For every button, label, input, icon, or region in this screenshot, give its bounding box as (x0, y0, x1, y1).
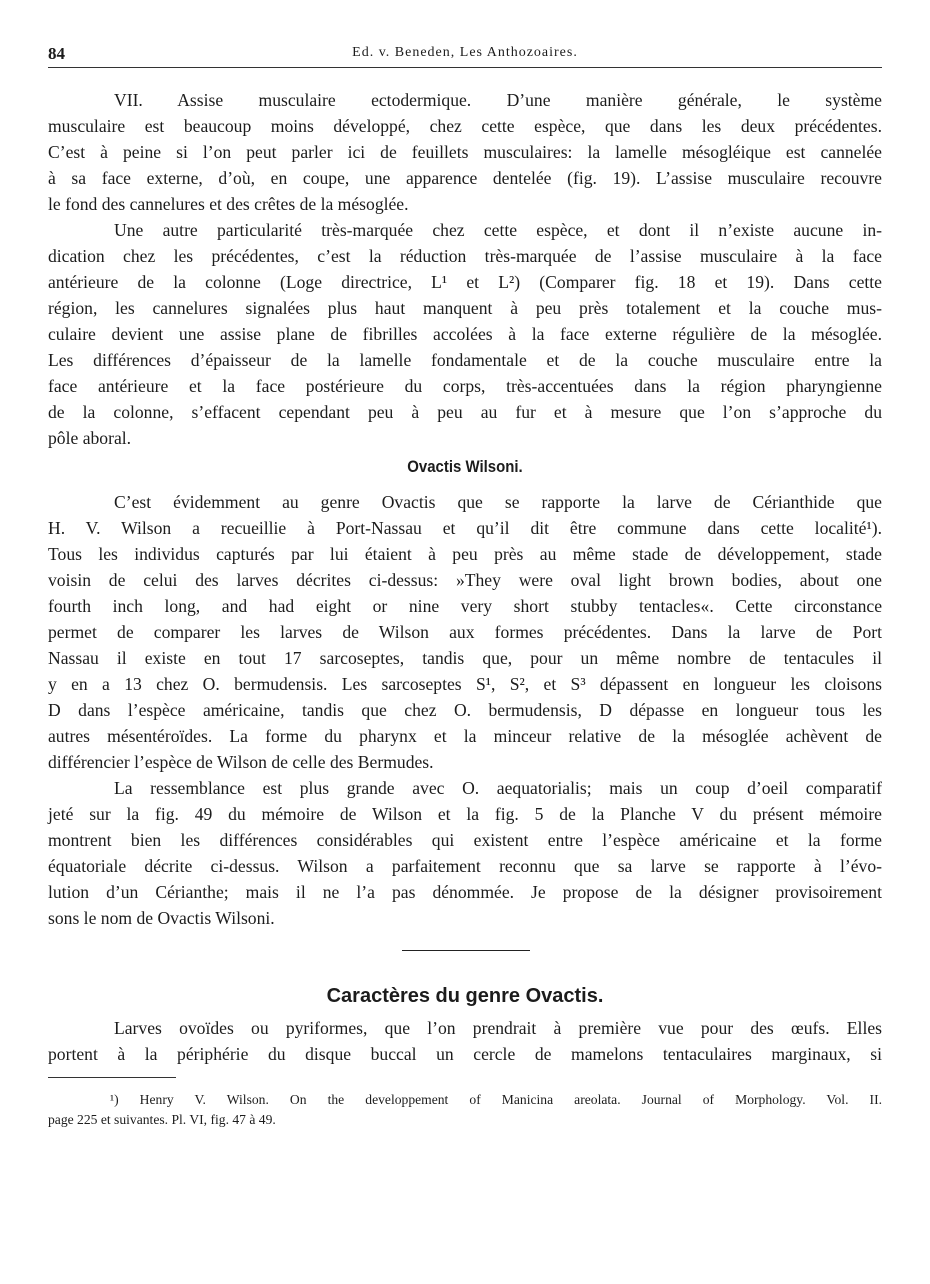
paragraph-assise-musculaire (48, 87, 882, 217)
text-line: sons le nom de Ovactis Wilsoni. (48, 908, 275, 928)
page-header (48, 44, 882, 68)
text-line: autres mésentéroïdes. La forme du pharynx et la minceur relative de la mésoglée achèvent de (48, 726, 882, 746)
running-title: Ed. v. Beneden, Les Anthozoaires. (352, 45, 578, 60)
text-line: Nassau il existe en tout 17 sarcoseptes, tandis que, pour un même nombre de tentacules il (48, 648, 882, 668)
text-line: à sa face externe, d’où, en coupe, une apparence dentelée (fig. 19). L’assise musculaire recouvre (48, 168, 882, 188)
paragraph-autre-particularite (48, 217, 882, 451)
text-line: permet de comparer les larves de Wilson aux formes précédentes. Dans la larve de Port (48, 622, 882, 642)
footnote-line: page 225 et suivantes. Pl. VI, fig. 47 à 49. (48, 1112, 276, 1127)
text-line: portent à la périphérie du disque buccal un cercle de mamelons tentaculaires marginaux, si (48, 1044, 882, 1064)
text-line: région, les cannelures signalées plus haut manquent à peu près totalement et la couche mus- (48, 298, 882, 318)
text-line: fourth inch long, and had eight or nine very short stubby tentacles«. Cette circonstance (48, 596, 882, 616)
text-line: C’est à peine si l’on peut parler ici de feuillets musculaires: la lamelle mésogléique est cannelée (48, 142, 882, 162)
paragraph-ressemblance (48, 775, 882, 931)
text-line: pôle aboral. (48, 428, 132, 448)
text-line: le fond des cannelures et des crêtes de la mésoglée. (48, 194, 409, 214)
text-line: de la colonne, s’effacent cependant peu à peu au fur et à mesure que l’on s’approche du (48, 402, 882, 422)
text-line: D dans l’espèce américaine, tandis que chez O. bermudensis, D dépasse en longueur tous les (48, 700, 882, 720)
section-heading-ovactis-wilsoni: Ovactis Wilsoni. (407, 457, 523, 476)
text-line: antérieure de la colonne (Loge directrice, L¹ et L²) (Comparer fig. 18 et 19). Dans cette (48, 272, 882, 292)
section-divider (402, 950, 530, 951)
text-line: Les différences d’épaisseur de la lamelle fondamentale et de la couche musculaire entre la (48, 350, 882, 370)
text-line: face antérieure et la face postérieure du corps, très-accentuées dans la région pharyngienne (48, 376, 882, 396)
text-line: équatoriale décrite ci-dessus. Wilson a parfaitement reconnu que sa larve se rapporte à l’évo- (48, 856, 882, 876)
text-line: Une autre particularité très-marquée chez cette espèce, et dont il n’existe aucune in- (114, 220, 882, 240)
text-line: voisin de celui des larves décrites ci-dessus: »They were oval light brown bodies, about one (48, 570, 882, 590)
text-line: différencier l’espèce de Wilson de celle des Bermudes. (48, 752, 434, 772)
text-line: jeté sur la fig. 49 du mémoire de Wilson et la fig. 5 de la Planche V du présent mémoire (48, 804, 882, 824)
footnote-rule (48, 1077, 176, 1078)
text-line: VII. Assise musculaire ectodermique. D’une manière générale, le système (114, 90, 882, 110)
paragraph-caracteres (48, 1015, 882, 1067)
text-line: Larves ovoïdes ou pyriformes, que l’on prendrait à première vue pour des œufs. Elles (114, 1018, 882, 1038)
text-line: musculaire est beaucoup moins développé, chez cette espèce, que dans les deux précédentes. (48, 116, 882, 136)
text-line: y en a 13 chez O. bermudensis. Les sarcoseptes S¹, S², et S³ dépassent en longueur les cloisons (48, 674, 882, 694)
footnote-line: ¹) Henry V. Wilson. On the developpement of Manicina areolata. Journal of Morphology. Vol. II. (110, 1092, 882, 1107)
section-heading-caracteres-ovactis: Caractères du genre Ovactis. (326, 985, 604, 1007)
page-number: 84 (48, 44, 65, 63)
text-line: La ressemblance est plus grande avec O. aequatorialis; mais un coup d’oeil comparatif (114, 778, 882, 798)
text-line: montrent bien les différences considérables qui existent entre l’espèce américaine et la forme (48, 830, 882, 850)
text-line: culaire devient une assise plane de fibrilles accolées à la face externe régulière de la mésoglée. (48, 324, 882, 344)
text-line: C’est évidemment au genre Ovactis que se rapporte la larve de Cérianthide que (114, 492, 882, 512)
text-line: H. V. Wilson a recueillie à Port-Nassau et qu’il dit être commune dans cette localité¹). (48, 518, 882, 538)
footnote (48, 1090, 882, 1130)
text-line: lution d’un Cérianthe; mais il ne l’a pas dénommée. Je propose de la désigner provisoirement (48, 882, 882, 902)
paragraph-ovactis-wilsoni (48, 489, 882, 775)
header-rule (48, 67, 882, 68)
text-line: Tous les individus capturés par lui étaient à peu près au même stade de développement, stade (48, 544, 882, 564)
text-line: dication chez les précédentes, c’est la réduction très-marquée de l’assise musculaire à la face (48, 246, 882, 266)
